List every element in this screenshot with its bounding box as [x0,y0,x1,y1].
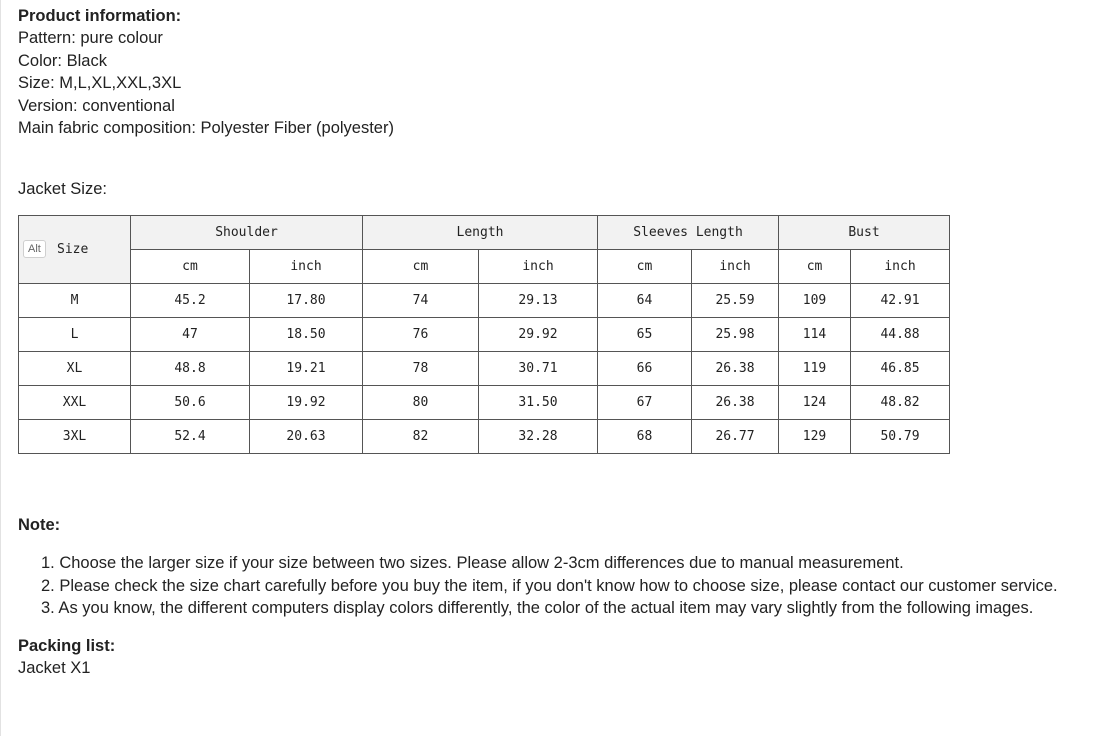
fabric-line: Main fabric composition: Polyester Fiber (polyester) [18,119,394,138]
table-cell: 67 [598,386,692,420]
table-cell: 30.71 [479,352,598,386]
table-row [19,318,950,352]
table-cell: 50.79 [851,420,950,454]
table-cell: 26.38 [692,352,779,386]
table-row [19,284,950,318]
version-line: Version: conventional [18,96,175,115]
unit-cell: cm [779,250,851,284]
unit-cell: inch [692,250,779,284]
list-item: 1. Choose the larger size if your size between two sizes. Please allow 2-3cm differences due to manual measurement. [41,554,904,572]
table-cell: 42.91 [851,284,950,318]
size-cell: M [19,284,131,318]
table-cell: 64 [598,284,692,318]
bust-header: Bust [779,216,950,250]
table-header-row [19,216,950,250]
table-cell: 31.50 [479,386,598,420]
product-information-section [18,5,394,139]
note-heading: Note: [18,516,61,534]
table-cell: 50.6 [131,386,250,420]
table-cell: 66 [598,352,692,386]
packing-list-section [18,635,115,680]
table-cell: 74 [363,284,479,318]
list-item: 3. As you know, the different computers display colors differently, the color of the actual item may vary slightly from the following images. [41,599,1034,618]
table-cell: 17.80 [250,284,363,318]
table-cell: 46.85 [851,352,950,386]
product-information-heading: Product information: [18,7,182,25]
table-cell: 47 [131,318,250,352]
table-cell: 48.8 [131,352,250,386]
table-cell: 78 [363,352,479,386]
table-cell: 82 [363,420,479,454]
table-cell: 25.59 [692,284,779,318]
sleeves-length-header: Sleeves Length [598,216,779,250]
table-cell: 76 [363,318,479,352]
size-line: Size: M,L,XL,XXL,3XL [18,74,182,93]
length-header: Length [363,216,598,250]
page-left-border [0,0,1,736]
packing-list-item: Jacket X1 [18,659,91,678]
table-cell: 25.98 [692,318,779,352]
size-cell: 3XL [19,420,131,454]
table-row [19,386,950,420]
list-item: 2. Please check the size chart carefully before you buy the item, if you don't know how to choose size, please contact our customer service. [41,576,1058,595]
table-cell: 80 [363,386,479,420]
size-cell: L [19,318,131,352]
unit-header-row [19,250,950,284]
table-cell: 29.92 [479,318,598,352]
table-cell: 26.77 [692,420,779,454]
table-cell: 19.92 [250,386,363,420]
table-cell: 19.21 [250,352,363,386]
size-header-cell [19,216,131,284]
table-cell: 124 [779,386,851,420]
size-cell: XXL [19,386,131,420]
unit-cell: cm [363,250,479,284]
unit-cell: inch [250,250,363,284]
table-cell: 48.82 [851,386,950,420]
jacket-size-label: Jacket Size: [18,180,107,198]
table-cell: 26.38 [692,386,779,420]
size-chart-table [18,215,950,454]
table-cell: 18.50 [250,318,363,352]
unit-cell: cm [131,250,250,284]
table-cell: 29.13 [479,284,598,318]
table-cell: 109 [779,284,851,318]
table-cell: 44.88 [851,318,950,352]
table-cell: 129 [779,420,851,454]
unit-cell: inch [851,250,950,284]
unit-cell: inch [479,250,598,284]
shoulder-header: Shoulder [131,216,363,250]
table-cell: 119 [779,352,851,386]
notes-list [41,552,1058,620]
table-row [19,420,950,454]
unit-cell: cm [598,250,692,284]
table-cell: 65 [598,318,692,352]
table-row [19,352,950,386]
packing-list-heading: Packing list: [18,637,116,655]
table-cell: 52.4 [131,420,250,454]
size-cell: XL [19,352,131,386]
color-line: Color: Black [18,51,107,70]
table-cell: 45.2 [131,284,250,318]
table-cell: 68 [598,420,692,454]
pattern-line: Pattern: pure colour [18,29,163,48]
alt-text-badge[interactable]: Alt [23,240,46,258]
size-header: Size [57,242,89,257]
table-cell: 114 [779,318,851,352]
table-cell: 32.28 [479,420,598,454]
table-cell: 20.63 [250,420,363,454]
